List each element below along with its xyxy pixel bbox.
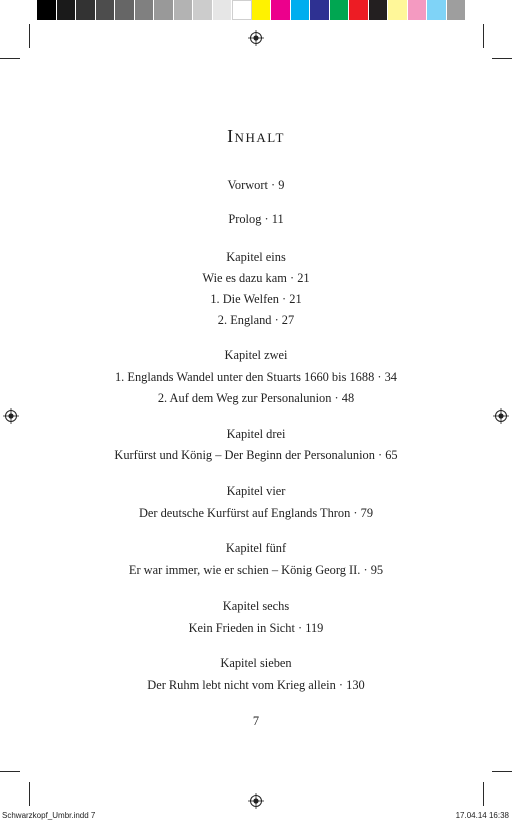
registration-mark-icon (248, 793, 264, 809)
color-swatch (37, 0, 57, 20)
registration-mark-icon (248, 30, 264, 46)
slug-datetime: 17.04.14 16:38 (455, 811, 509, 820)
page-title: Inhalt (227, 126, 285, 146)
color-swatch (310, 0, 330, 20)
color-swatch (271, 0, 291, 20)
toc-entry: Kurfürst und König – Der Beginn der Personalunion · 65 (114, 448, 398, 462)
color-swatch (291, 0, 311, 20)
crop-mark (483, 24, 484, 48)
color-swatch (174, 0, 194, 20)
crop-mark (29, 782, 30, 806)
color-swatch (96, 0, 116, 20)
crop-mark (29, 24, 30, 48)
toc-entry: 1. Die Welfen · 21 (210, 292, 302, 306)
chapter-heading: Kapitel zwei (224, 348, 288, 362)
color-swatch (408, 0, 428, 20)
slug-filename: Schwarzkopf_Umbr.indd 7 (2, 811, 96, 820)
chapter-heading: Kapitel fünf (225, 541, 287, 555)
toc-entry: Der Ruhm lebt nicht vom Krieg allein · 130 (147, 678, 365, 692)
color-bar (37, 0, 466, 20)
color-swatch (349, 0, 369, 20)
chapter-heading: Kapitel eins (226, 250, 286, 264)
color-swatch (330, 0, 350, 20)
color-swatch (154, 0, 174, 20)
registration-mark-icon (3, 408, 19, 424)
page-number: 7 (252, 714, 260, 728)
color-swatch (447, 0, 467, 20)
crop-mark (0, 771, 20, 772)
toc-entry: Wie es dazu kam · 21 (202, 271, 310, 285)
chapter-heading: Kapitel sechs (222, 599, 290, 613)
color-swatch (388, 0, 408, 20)
toc-entry-prolog: Prolog · 11 (228, 212, 284, 226)
toc-entry: 1. Englands Wandel unter den Stuarts 1660 bis 1688 · 34 (114, 370, 397, 384)
color-swatch (57, 0, 77, 20)
color-swatch (193, 0, 213, 20)
color-swatch (369, 0, 389, 20)
color-swatch (115, 0, 135, 20)
color-swatch (135, 0, 155, 20)
toc-entry-vorwort: Vorwort · 9 (227, 178, 285, 192)
chapter-heading: Kapitel vier (226, 484, 286, 498)
crop-mark (483, 782, 484, 806)
chapter-heading: Kapitel drei (226, 427, 286, 441)
crop-mark (0, 58, 20, 59)
crop-mark (492, 58, 512, 59)
toc-entry: 2. Auf dem Weg zur Personalunion · 48 (157, 391, 355, 405)
toc-entry: Kein Frieden in Sicht · 119 (188, 621, 324, 635)
color-swatch (76, 0, 96, 20)
crop-mark (492, 771, 512, 772)
color-swatch (232, 0, 252, 20)
registration-mark-icon (493, 408, 509, 424)
toc-entry: Er war immer, wie er schien – König Georg II. · 95 (128, 563, 384, 577)
toc-entry: 2. England · 27 (217, 313, 295, 327)
color-swatch (252, 0, 272, 20)
toc-entry: Der deutsche Kurfürst auf Englands Thron · 79 (138, 506, 374, 520)
color-swatch (213, 0, 233, 20)
chapter-heading: Kapitel sieben (220, 656, 292, 670)
color-swatch (427, 0, 447, 20)
